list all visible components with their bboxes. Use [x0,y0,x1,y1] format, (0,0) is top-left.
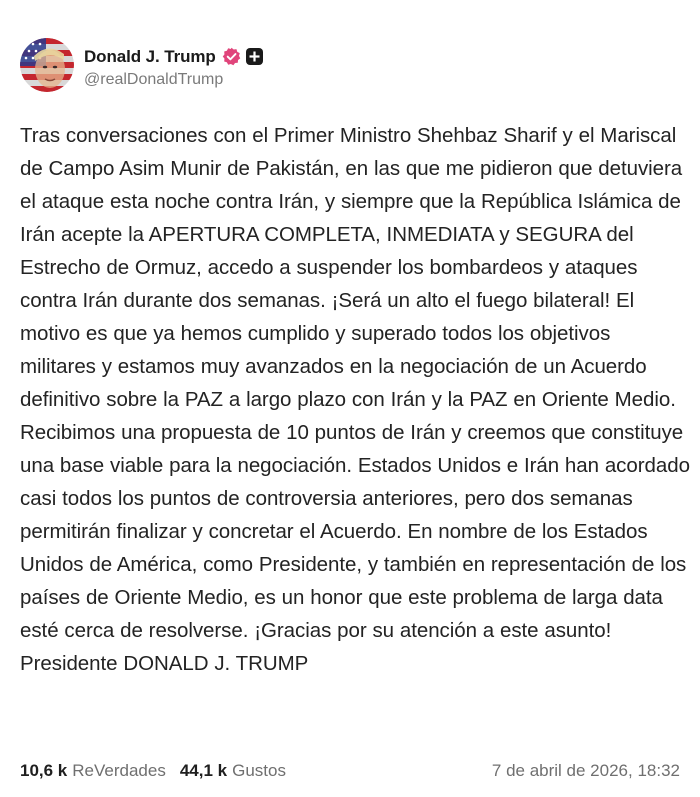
post-text: Tras conversaciones con el Primer Ministro Shehbaz Sharif y el Mariscal de Campo Asim Munir de Pakistán, en las que me pidieron que detuviera el ataque esta noche contra Irán, y siempre que la República Islámica de Irán acepte la APERTURA COMPLETA, INMEDIATA y SEGURA del Estrecho de Ormuz, accedo a suspender los bombardeos y ataques contra Irán durante dos semanas. ¡Será un alto el fuego bilateral! El motivo es que ya hemos cumplido y superado todos los objetivos militares y estamos muy avanzados en la negociación de un Acuerdo definitivo sobre la PAZ a largo plazo con Irán y la PAZ en Oriente Medio. Recibimos una propuesta de 10 puntos de Irán y creemos que constituye una base viable para la negociación. Estados Unidos e Irán han acordado casi todos los puntos de controversia anteriores, pero dos semanas permitirán finalizar y concretar el Acuerdo. En nombre de los Estados Unidos de América, como Presidente, y también en representación de los países de Oriente Medio, es un honor que este problema de larga data esté cerca de resolverse. ¡Gracias por su atención a este asunto! Presidente DONALD J. TRUMP [20,124,690,675]
post-timestamp[interactable]: 7 de abril de 2026, 18:32 [491,761,680,780]
post-header [20,38,263,92]
reposts-count: 10,6 k [20,761,68,780]
likes-stat[interactable] [180,761,286,781]
author-handle[interactable]: @realDonaldTrump [84,70,224,88]
reposts-label: ReVerdades [72,761,166,780]
avatar[interactable] [20,38,74,92]
author-name[interactable]: Donald J. Trump [84,46,216,66]
post-footer [20,758,680,784]
reposts-stat[interactable] [20,761,166,781]
likes-count: 44,1 k [179,761,228,780]
author-identity [84,44,263,89]
likes-label: Gustos [232,761,286,780]
plus-icon [246,48,263,65]
verified-badge-icon [222,47,241,66]
author-name-row [84,44,263,70]
